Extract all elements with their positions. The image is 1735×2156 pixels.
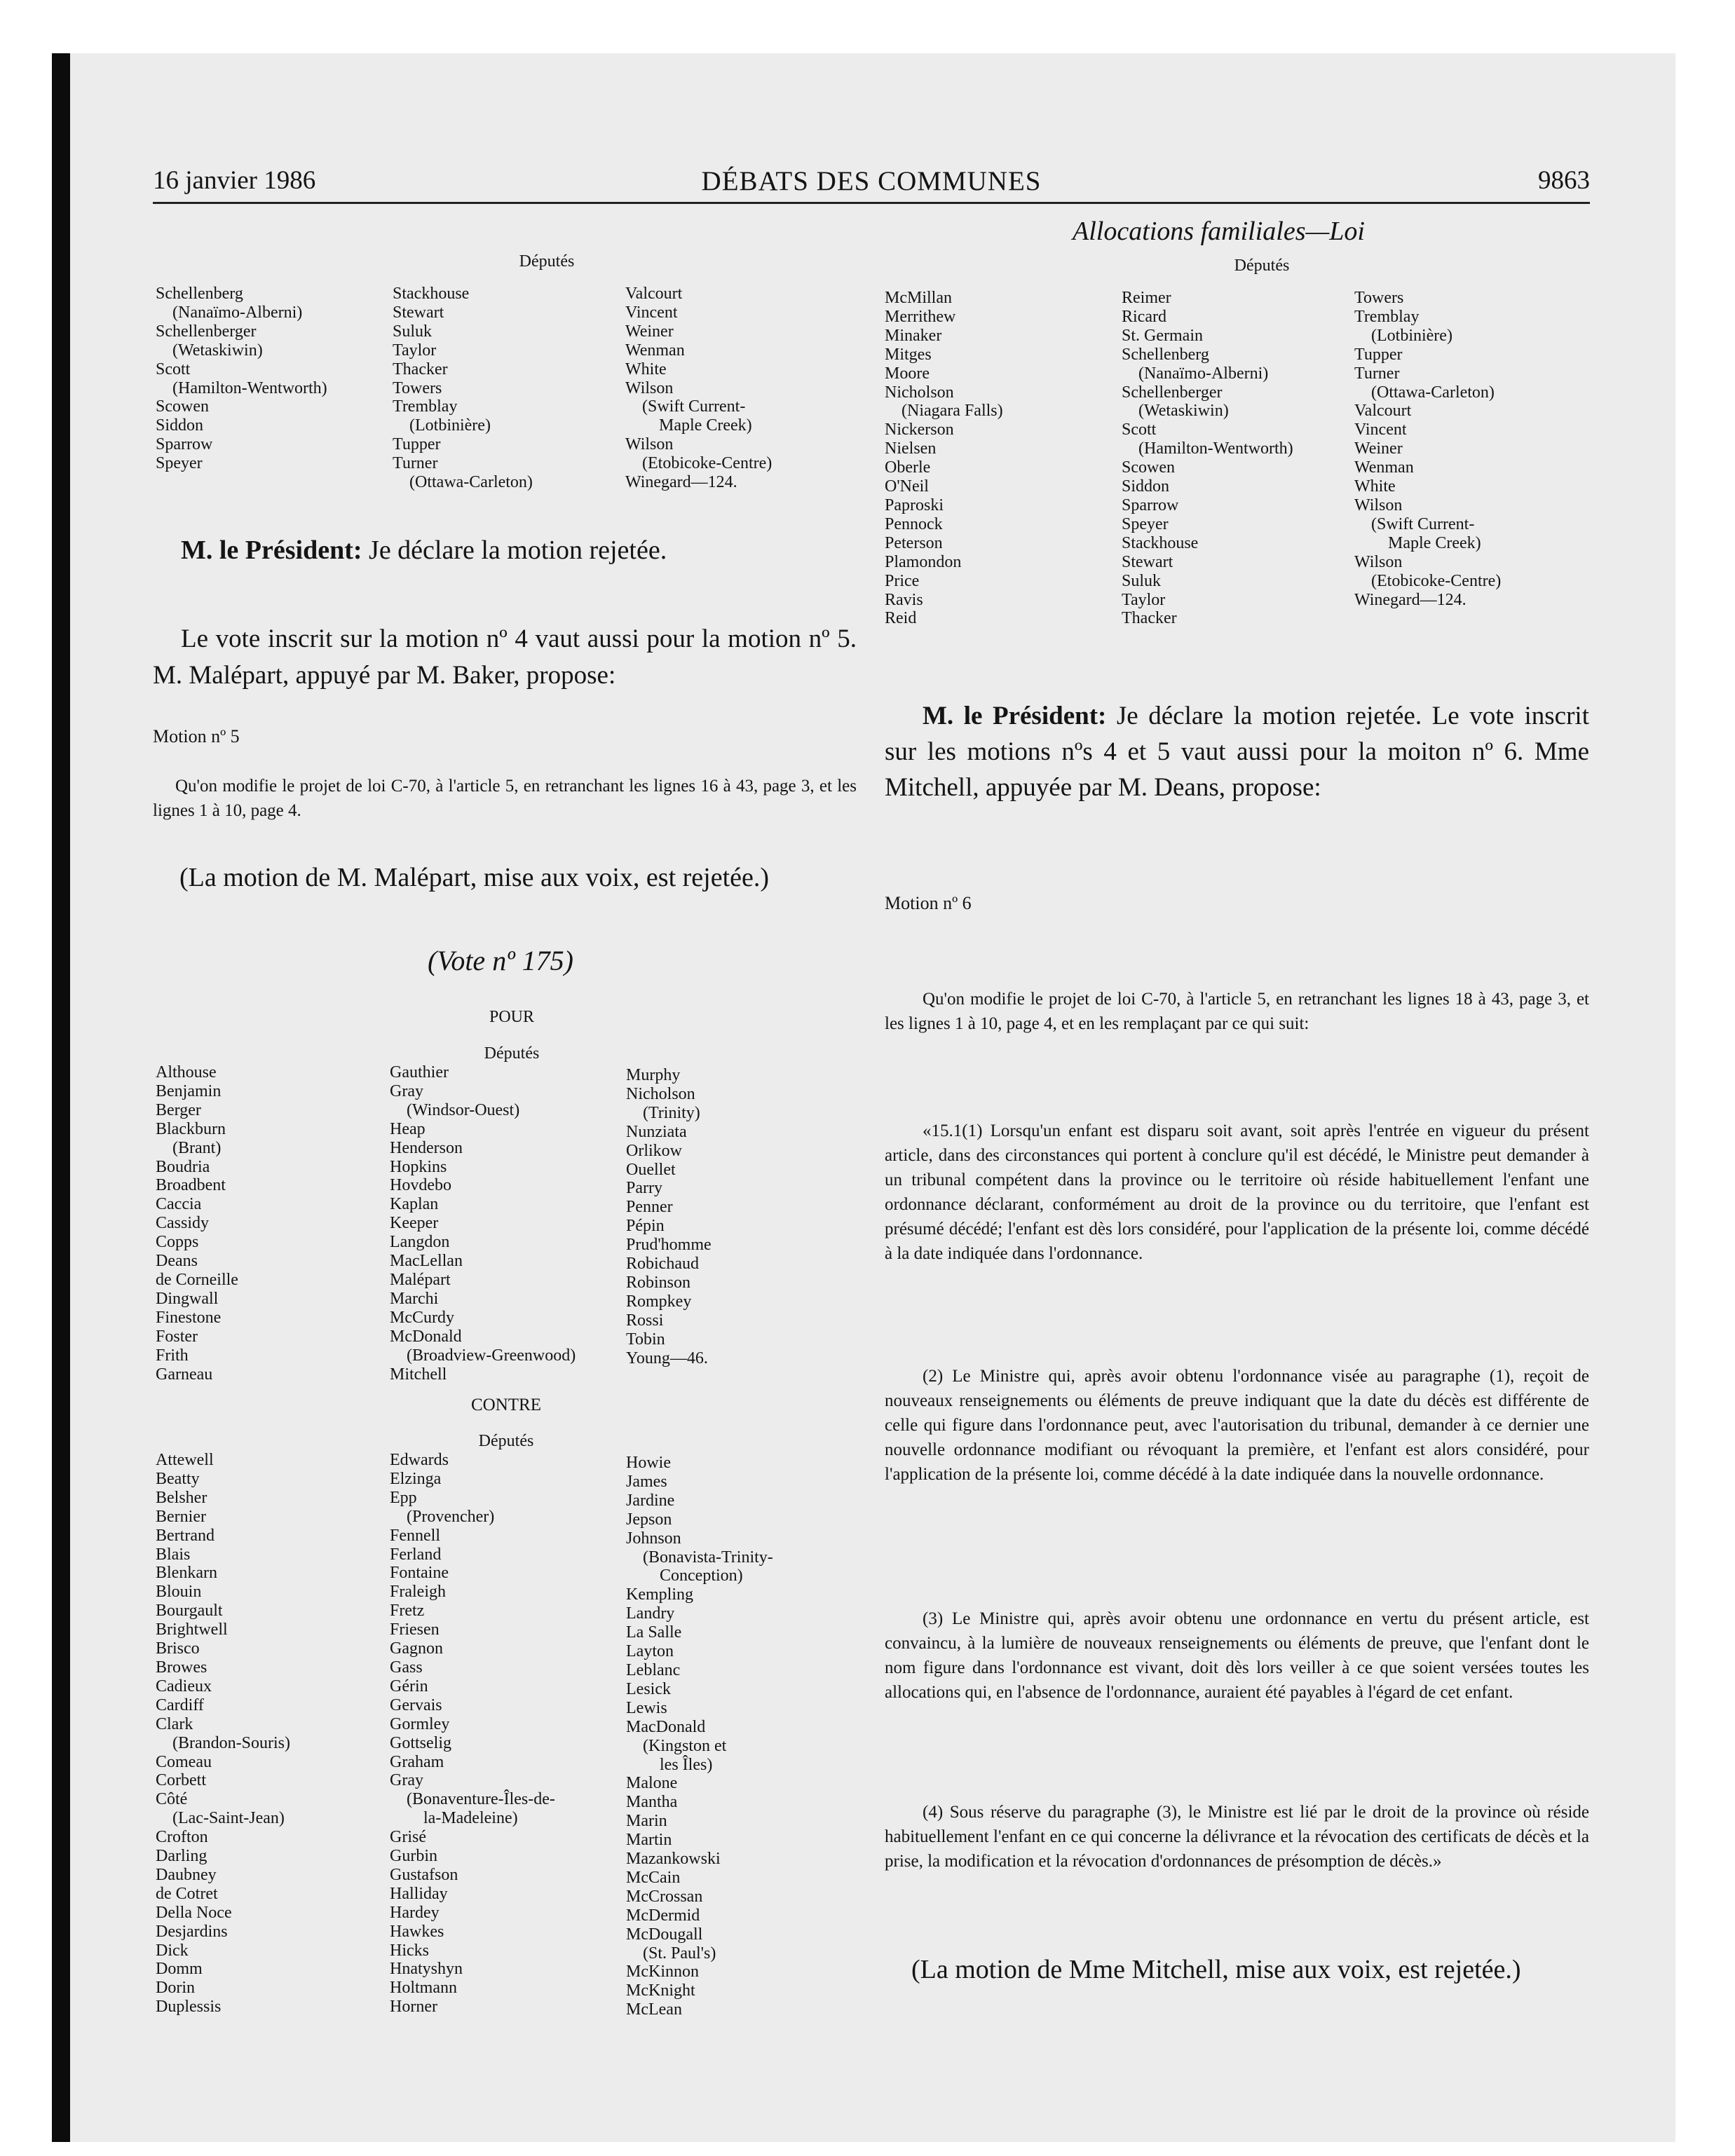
member-name: Hawkes: [390, 1922, 444, 1941]
member-name: Hicks: [390, 1941, 429, 1960]
member-name: Pennock: [885, 514, 943, 533]
member-name: Winegard—124.: [625, 473, 737, 492]
running-head: Allocations familiales—Loi: [1073, 217, 1365, 246]
statement-text-2: Je déclare la motion rejetée. Le vote inscrit sur les motions nºs 4 et 5 vaut aussi pour la moiton nº 6. Mme Mitchell, appuyée par M. Deans, propose:: [885, 702, 1589, 802]
member-name: Friesen: [390, 1621, 440, 1639]
member-name: Blenkarn: [156, 1564, 217, 1583]
member-name: Ouellet: [626, 1160, 676, 1179]
pour-col1: [156, 1063, 238, 1384]
member-name: Murphy: [626, 1066, 681, 1084]
member-name: Reid: [885, 609, 917, 628]
riding-name: (Swift Current-: [1371, 514, 1475, 533]
member-name: Young—46.: [626, 1349, 708, 1367]
member-name: Browes: [156, 1658, 207, 1677]
motion-5-label: Motion nº 5: [153, 726, 240, 746]
member-name: Schellenberger: [1122, 383, 1223, 402]
member-name: Tremblay: [1354, 307, 1420, 326]
member-name: Gray: [390, 1082, 423, 1100]
member-name: Fennell: [390, 1526, 440, 1545]
riding-name: (Nanaïmo-Alberni): [172, 303, 303, 322]
member-name: Malone: [626, 1774, 678, 1793]
member-name: Hardey: [390, 1903, 440, 1922]
member-name: Fraleigh: [390, 1583, 446, 1602]
member-name: Paproski: [885, 496, 944, 514]
member-name: Weiner: [625, 322, 674, 341]
member-name: Siddon: [156, 416, 204, 435]
member-name: Gustafson: [390, 1865, 458, 1884]
member-name: Dick: [156, 1941, 189, 1960]
member-name: Howie: [626, 1454, 671, 1472]
riding-name: (Wetaskiwin): [1138, 402, 1229, 421]
member-name: Gormley: [390, 1714, 450, 1733]
member-name: Corbett: [156, 1771, 206, 1790]
riding-name: (Hamilton-Wentworth): [172, 378, 327, 397]
member-name: Marin: [626, 1812, 667, 1831]
member-name: Wilson: [1354, 552, 1403, 571]
deputes-heading-pour: Députés: [484, 1044, 540, 1063]
member-name: Blouin: [156, 1583, 202, 1602]
motion-5-text: Qu'on modifie le projet de loi C-70, à l'article 5, en retranchant les lignes 16 à 43, page 3, et les lignes 1 à 10, page 4.: [153, 777, 857, 820]
member-name: Parry: [626, 1179, 662, 1198]
riding-name: (Hamilton-Wentworth): [1138, 439, 1293, 458]
statement-text: Je déclare la motion rejetée.: [362, 535, 667, 565]
member-name: Henderson: [390, 1138, 463, 1157]
member-name: Côté: [156, 1790, 188, 1809]
member-name: Finestone: [156, 1308, 222, 1327]
member-name: Lewis: [626, 1698, 667, 1717]
contre-col3: [626, 1454, 773, 2019]
member-name: Weiner: [1354, 439, 1403, 458]
vote-paragraph: Le vote inscrit sur la motion nº 4 vaut aussi pour la motion nº 5. M. Malépart, appuyé par M. Baker, propose:: [153, 625, 857, 690]
member-name: Kaplan: [390, 1195, 439, 1214]
member-name: Rossi: [626, 1311, 664, 1330]
riding-name: (Bonavista-Trinity-: [643, 1548, 773, 1567]
member-name: Brisco: [156, 1639, 200, 1658]
member-name: Stewart: [393, 303, 444, 322]
top-right-col2: [1122, 289, 1293, 628]
member-name: Jardine: [626, 1491, 675, 1510]
member-name: Fontaine: [390, 1564, 449, 1583]
member-name: Orlikow: [626, 1141, 682, 1160]
riding-name: (Bonaventure-Îles-de-: [407, 1790, 555, 1809]
member-name: Heap: [390, 1119, 426, 1138]
motion-6-result: (La motion de Mme Mitchell, mise aux voix, est rejetée.): [911, 1955, 1521, 1984]
member-name: Plamondon: [885, 552, 962, 571]
member-name: Robinson: [626, 1273, 691, 1292]
riding-name: (Lotbinière): [409, 416, 491, 435]
top-right-col1: [885, 289, 1003, 628]
pour-col3: [626, 1066, 712, 1368]
member-name: Bourgault: [156, 1602, 223, 1621]
member-name: Gurbin: [390, 1847, 437, 1866]
member-name: Gérin: [390, 1677, 428, 1696]
member-name: Scott: [156, 360, 191, 378]
speaker-label: M. le Président:: [181, 535, 362, 565]
motion-5-result: (La motion de M. Malépart, mise aux voix, est rejetée.): [179, 863, 770, 892]
member-name: Benjamin: [156, 1082, 222, 1100]
member-name: Dorin: [156, 1979, 195, 1998]
member-name: Scowen: [156, 397, 209, 416]
member-name: Schellenberg: [156, 285, 243, 303]
member-name: Nicholson: [626, 1084, 695, 1103]
member-name: Thacker: [1122, 609, 1177, 628]
top-right-col3: [1354, 289, 1501, 609]
member-name: Peterson: [885, 533, 943, 552]
riding-name: (Trinity): [643, 1103, 700, 1122]
member-name: Bernier: [156, 1507, 206, 1526]
member-name: Copps: [156, 1233, 199, 1252]
member-name: Vincent: [625, 303, 678, 322]
member-name: Stewart: [1122, 552, 1173, 571]
pour-col2: [390, 1063, 576, 1384]
member-name: Kempling: [626, 1585, 693, 1604]
member-name: Marchi: [390, 1289, 439, 1308]
member-name: Nicholson: [885, 383, 954, 402]
deputes-heading-top-right: Députés: [1234, 257, 1290, 275]
scan-edge-bar: [52, 53, 70, 2142]
member-name: Duplessis: [156, 1998, 222, 2017]
riding-name: (Ottawa-Carleton): [1371, 383, 1495, 402]
member-name: La Salle: [626, 1623, 682, 1642]
member-name: Ricard: [1122, 307, 1166, 326]
member-name: Cassidy: [156, 1214, 210, 1233]
riding-name: (Brandon-Souris): [172, 1733, 290, 1752]
member-name: Vincent: [1354, 421, 1407, 439]
member-name: Langdon: [390, 1233, 450, 1252]
member-name: Halliday: [390, 1884, 448, 1903]
riding-name: (Broadview-Greenwood): [407, 1346, 576, 1365]
page-header: [153, 163, 1590, 204]
member-name: Valcourt: [625, 285, 683, 303]
member-name: Minaker: [885, 326, 942, 345]
member-name: McKnight: [626, 1981, 695, 2000]
member-name: Boudria: [156, 1157, 210, 1176]
member-name: Crofton: [156, 1828, 208, 1847]
member-name: Nielsen: [885, 439, 937, 458]
member-name: Tupper: [1354, 345, 1403, 364]
riding-name: (Niagara Falls): [901, 402, 1003, 421]
member-name: Blais: [156, 1545, 191, 1564]
member-name: Malépart: [390, 1270, 451, 1289]
member-name: Tupper: [393, 435, 441, 454]
member-name: Conception): [660, 1567, 743, 1585]
member-name: Stackhouse: [1122, 533, 1199, 552]
member-name: Belsher: [156, 1488, 207, 1507]
page-number: 9863: [1538, 166, 1590, 195]
member-name: de Cotret: [156, 1884, 218, 1903]
member-name: James: [626, 1472, 667, 1491]
member-name: Deans: [156, 1252, 198, 1271]
top-left-col1: [156, 285, 327, 473]
member-name: McCrossan: [626, 1887, 703, 1906]
member-name: Mitchell: [390, 1365, 447, 1384]
vote-number-title: (Vote nº 175): [428, 945, 573, 976]
member-name: McDonald: [390, 1327, 462, 1346]
member-name: Keeper: [390, 1214, 439, 1233]
member-name: Edwards: [390, 1451, 449, 1469]
member-name: Epp: [390, 1488, 417, 1507]
riding-name: (Nanaïmo-Alberni): [1138, 364, 1269, 383]
member-name: Johnson: [626, 1529, 681, 1548]
motion-6-para-1: «15.1(1) Lorsqu'un enfant est disparu soit avant, soit après l'entrée en vigueur du présent article, dans des circonstances qui portent à conclure qu'il est décédé, le Ministre peut demander à un tribunal compétent dans la province ou le territoire où réside habituellement l'enfant une ordonnance déclarant, conformément au droit de la province ou du territoire, que l'enfant est présumé décédé; l'enfant est dès lors considéré, pour l'application de la présente loi, comme décédé à la date indiquée dans l'ordonnance.: [885, 1121, 1589, 1263]
member-name: McCurdy: [390, 1308, 454, 1327]
member-name: Price: [885, 571, 920, 590]
member-name: Wilson: [625, 435, 674, 454]
member-name: Nickerson: [885, 421, 954, 439]
member-name: Maple Creek): [659, 416, 752, 435]
pour-heading: POUR: [489, 1008, 535, 1026]
member-name: Penner: [626, 1198, 673, 1217]
member-name: Tobin: [626, 1330, 665, 1349]
member-name: Beatty: [156, 1469, 200, 1488]
member-name: Clark: [156, 1714, 193, 1733]
member-name: Gagnon: [390, 1639, 443, 1658]
member-name: Sparrow: [1122, 496, 1179, 514]
deputes-heading-top-left: Députés: [519, 252, 575, 271]
member-name: Graham: [390, 1752, 444, 1771]
motion-6-para-3: (3) Le Ministre qui, après avoir obtenu une ordonnance en vertu du présent article, est convaincu, à la lumière de nouveaux renseignements ou éléments de preuve, que l'enfant dont le nom figure dans l'ordonnance est vivant, doit dès lors veiller à ce que soient versées toutes les allocations qui, en l'absence de l'ordonnance, auraient été payables à l'égard de cet enfant.: [885, 1609, 1589, 1702]
riding-name: (Ottawa-Carleton): [409, 473, 533, 492]
member-name: Dingwall: [156, 1289, 219, 1308]
member-name: Oberle: [885, 458, 931, 477]
member-name: Mitges: [885, 345, 932, 364]
member-name: Horner: [390, 1998, 437, 2017]
member-name: McKinnon: [626, 1963, 699, 1981]
header-date: 16 janvier 1986: [153, 166, 316, 195]
member-name: Hovdebo: [390, 1176, 451, 1195]
member-name: Frith: [156, 1346, 189, 1365]
member-name: Gray: [390, 1771, 423, 1790]
motion-6-para-4: (4) Sous réserve du paragraphe (3), le Ministre est lié par le droit de la province où réside habituellement l'enfant en ce qui concerne la délivrance et la révocation des certificats de décès et la prise, la modification et la révocation d'ordonnances de présomption de décès.»: [885, 1803, 1589, 1871]
member-name: MacDonald: [626, 1717, 706, 1736]
riding-name: (Lac-Saint-Jean): [172, 1809, 285, 1828]
member-name: Comeau: [156, 1752, 212, 1771]
member-name: Landry: [626, 1604, 675, 1623]
member-name: Elzinga: [390, 1469, 442, 1488]
member-name: Desjardins: [156, 1922, 228, 1941]
member-name: la-Madeleine): [423, 1809, 518, 1828]
riding-name: (Wetaskiwin): [172, 341, 263, 360]
contre-heading: CONTRE: [471, 1396, 541, 1414]
member-name: Wilson: [625, 378, 674, 397]
top-left-col3: [625, 285, 772, 492]
member-name: Cardiff: [156, 1696, 204, 1714]
member-name: Gass: [390, 1658, 423, 1677]
deputes-heading-contre: Députés: [478, 1432, 534, 1450]
motion-6-label: Motion nº 6: [885, 893, 972, 913]
member-name: Holtmann: [390, 1979, 457, 1998]
member-name: Bertrand: [156, 1526, 215, 1545]
member-name: Lesick: [626, 1679, 671, 1698]
member-name: Wenman: [1354, 458, 1414, 477]
member-name: Tremblay: [393, 397, 458, 416]
riding-name: (Kingston et: [643, 1736, 727, 1755]
member-name: St. Germain: [1122, 326, 1203, 345]
member-name: Gervais: [390, 1696, 442, 1714]
member-name: Pépin: [626, 1217, 665, 1236]
member-name: Schellenberg: [1122, 345, 1209, 364]
contre-col2: [390, 1451, 555, 2017]
member-name: Scowen: [1122, 458, 1175, 477]
member-name: Broadbent: [156, 1176, 226, 1195]
member-name: McDermid: [626, 1906, 700, 1925]
member-name: White: [625, 360, 667, 378]
member-name: Hnatyshyn: [390, 1960, 463, 1979]
member-name: Reimer: [1122, 289, 1171, 307]
riding-name: (Provencher): [407, 1507, 495, 1526]
member-name: Della Noce: [156, 1903, 232, 1922]
speaker-label-2: M. le Président:: [923, 702, 1107, 730]
member-name: Scott: [1122, 421, 1157, 439]
header-title: DÉBATS DES COMMUNES: [701, 166, 1042, 196]
member-name: McLean: [626, 2000, 682, 2019]
riding-name: (Swift Current-: [642, 397, 746, 416]
member-name: Merrithew: [885, 307, 956, 326]
top-left-col2: [393, 285, 533, 492]
member-name: Nunziata: [626, 1122, 687, 1141]
member-name: Daubney: [156, 1865, 217, 1884]
member-name: Valcourt: [1354, 402, 1412, 421]
riding-name: (Brant): [172, 1138, 222, 1157]
motion-6-intro: Qu'on modifie le projet de loi C-70, à l'article 5, en retranchant les lignes 18 à 43, page 3, et les lignes 1 à 10, page 4, et en les remplaçant par ce qui suit:: [885, 990, 1589, 1033]
member-name: Darling: [156, 1847, 207, 1866]
riding-name: (Etobicoke-Centre): [1371, 571, 1502, 590]
member-name: Taylor: [1122, 590, 1166, 609]
member-name: Domm: [156, 1960, 203, 1979]
member-name: Schellenberger: [156, 322, 257, 341]
president-statement-1: [181, 535, 667, 566]
member-name: Althouse: [156, 1063, 217, 1082]
member-name: Robichaud: [626, 1255, 699, 1274]
member-name: Brightwell: [156, 1621, 228, 1639]
member-name: Stackhouse: [393, 285, 470, 303]
member-name: Suluk: [1122, 571, 1162, 590]
member-name: Ravis: [885, 590, 923, 609]
member-name: Wenman: [625, 341, 685, 360]
member-name: Gauthier: [390, 1063, 449, 1082]
member-name: Towers: [1354, 289, 1404, 307]
member-name: de Corneille: [156, 1270, 238, 1289]
member-name: McMillan: [885, 289, 952, 307]
member-name: Garneau: [156, 1365, 213, 1384]
member-name: Blackburn: [156, 1119, 226, 1138]
riding-name: (St. Paul's): [643, 1944, 716, 1963]
member-name: Ferland: [390, 1545, 442, 1564]
member-name: Caccia: [156, 1195, 202, 1214]
member-name: Mazankowski: [626, 1850, 721, 1869]
member-name: Prud'homme: [626, 1236, 712, 1255]
member-name: Towers: [393, 378, 442, 397]
member-name: McDougall: [626, 1925, 703, 1944]
member-name: Thacker: [393, 360, 448, 378]
member-name: Winegard—124.: [1354, 590, 1467, 609]
member-name: Siddon: [1122, 477, 1170, 496]
member-name: Jepson: [626, 1510, 672, 1529]
member-name: O'Neil: [885, 477, 929, 496]
member-name: Attewell: [156, 1451, 214, 1469]
member-name: Wilson: [1354, 496, 1403, 514]
president-statement-2: [885, 698, 1589, 805]
member-name: Layton: [626, 1642, 674, 1661]
member-name: Speyer: [156, 454, 203, 473]
member-name: MacLellan: [390, 1252, 463, 1271]
member-name: Taylor: [393, 341, 437, 360]
member-name: Fretz: [390, 1602, 425, 1621]
riding-name: (Etobicoke-Centre): [642, 454, 773, 473]
member-name: Suluk: [393, 322, 433, 341]
member-name: Cadieux: [156, 1677, 212, 1696]
member-name: Martin: [626, 1831, 672, 1850]
member-name: Moore: [885, 364, 930, 383]
member-name: Gottselig: [390, 1733, 451, 1752]
member-name: McCain: [626, 1868, 681, 1887]
member-name: Maple Creek): [1388, 533, 1481, 552]
motion-6-para-2: (2) Le Ministre qui, après avoir obtenu l'ordonnance visée au paragraphe (1), reçoit de nouveaux renseignements ou éléments de preuve indiquant que la date du décès est différente de celle qui figure dans l'ordonnance peut, avec l'autorisation du tribunal, demander à ce dernier une nouvelle ordonnance modifiant ou révoquant la première, et l'enfant est alors considéré, pour l'application de la présente loi, comme décédé à la date indiquée dans la nouvelle ordonnance.: [885, 1367, 1589, 1484]
member-name: Berger: [156, 1100, 201, 1119]
riding-name: (Lotbinière): [1371, 326, 1452, 345]
member-name: Sparrow: [156, 435, 213, 454]
member-name: Grisé: [390, 1828, 426, 1847]
member-name: Speyer: [1122, 514, 1169, 533]
member-name: Rompkey: [626, 1292, 692, 1311]
riding-name: (Windsor-Ouest): [407, 1100, 520, 1119]
member-name: Leblanc: [626, 1660, 681, 1679]
member-name: White: [1354, 477, 1396, 496]
member-name: Hopkins: [390, 1157, 447, 1176]
member-name: Turner: [1354, 364, 1400, 383]
member-name: Mantha: [626, 1793, 678, 1812]
member-name: Foster: [156, 1327, 198, 1346]
contre-col1: [156, 1451, 290, 2017]
member-name: les Îles): [660, 1755, 713, 1774]
member-name: Turner: [393, 454, 438, 473]
